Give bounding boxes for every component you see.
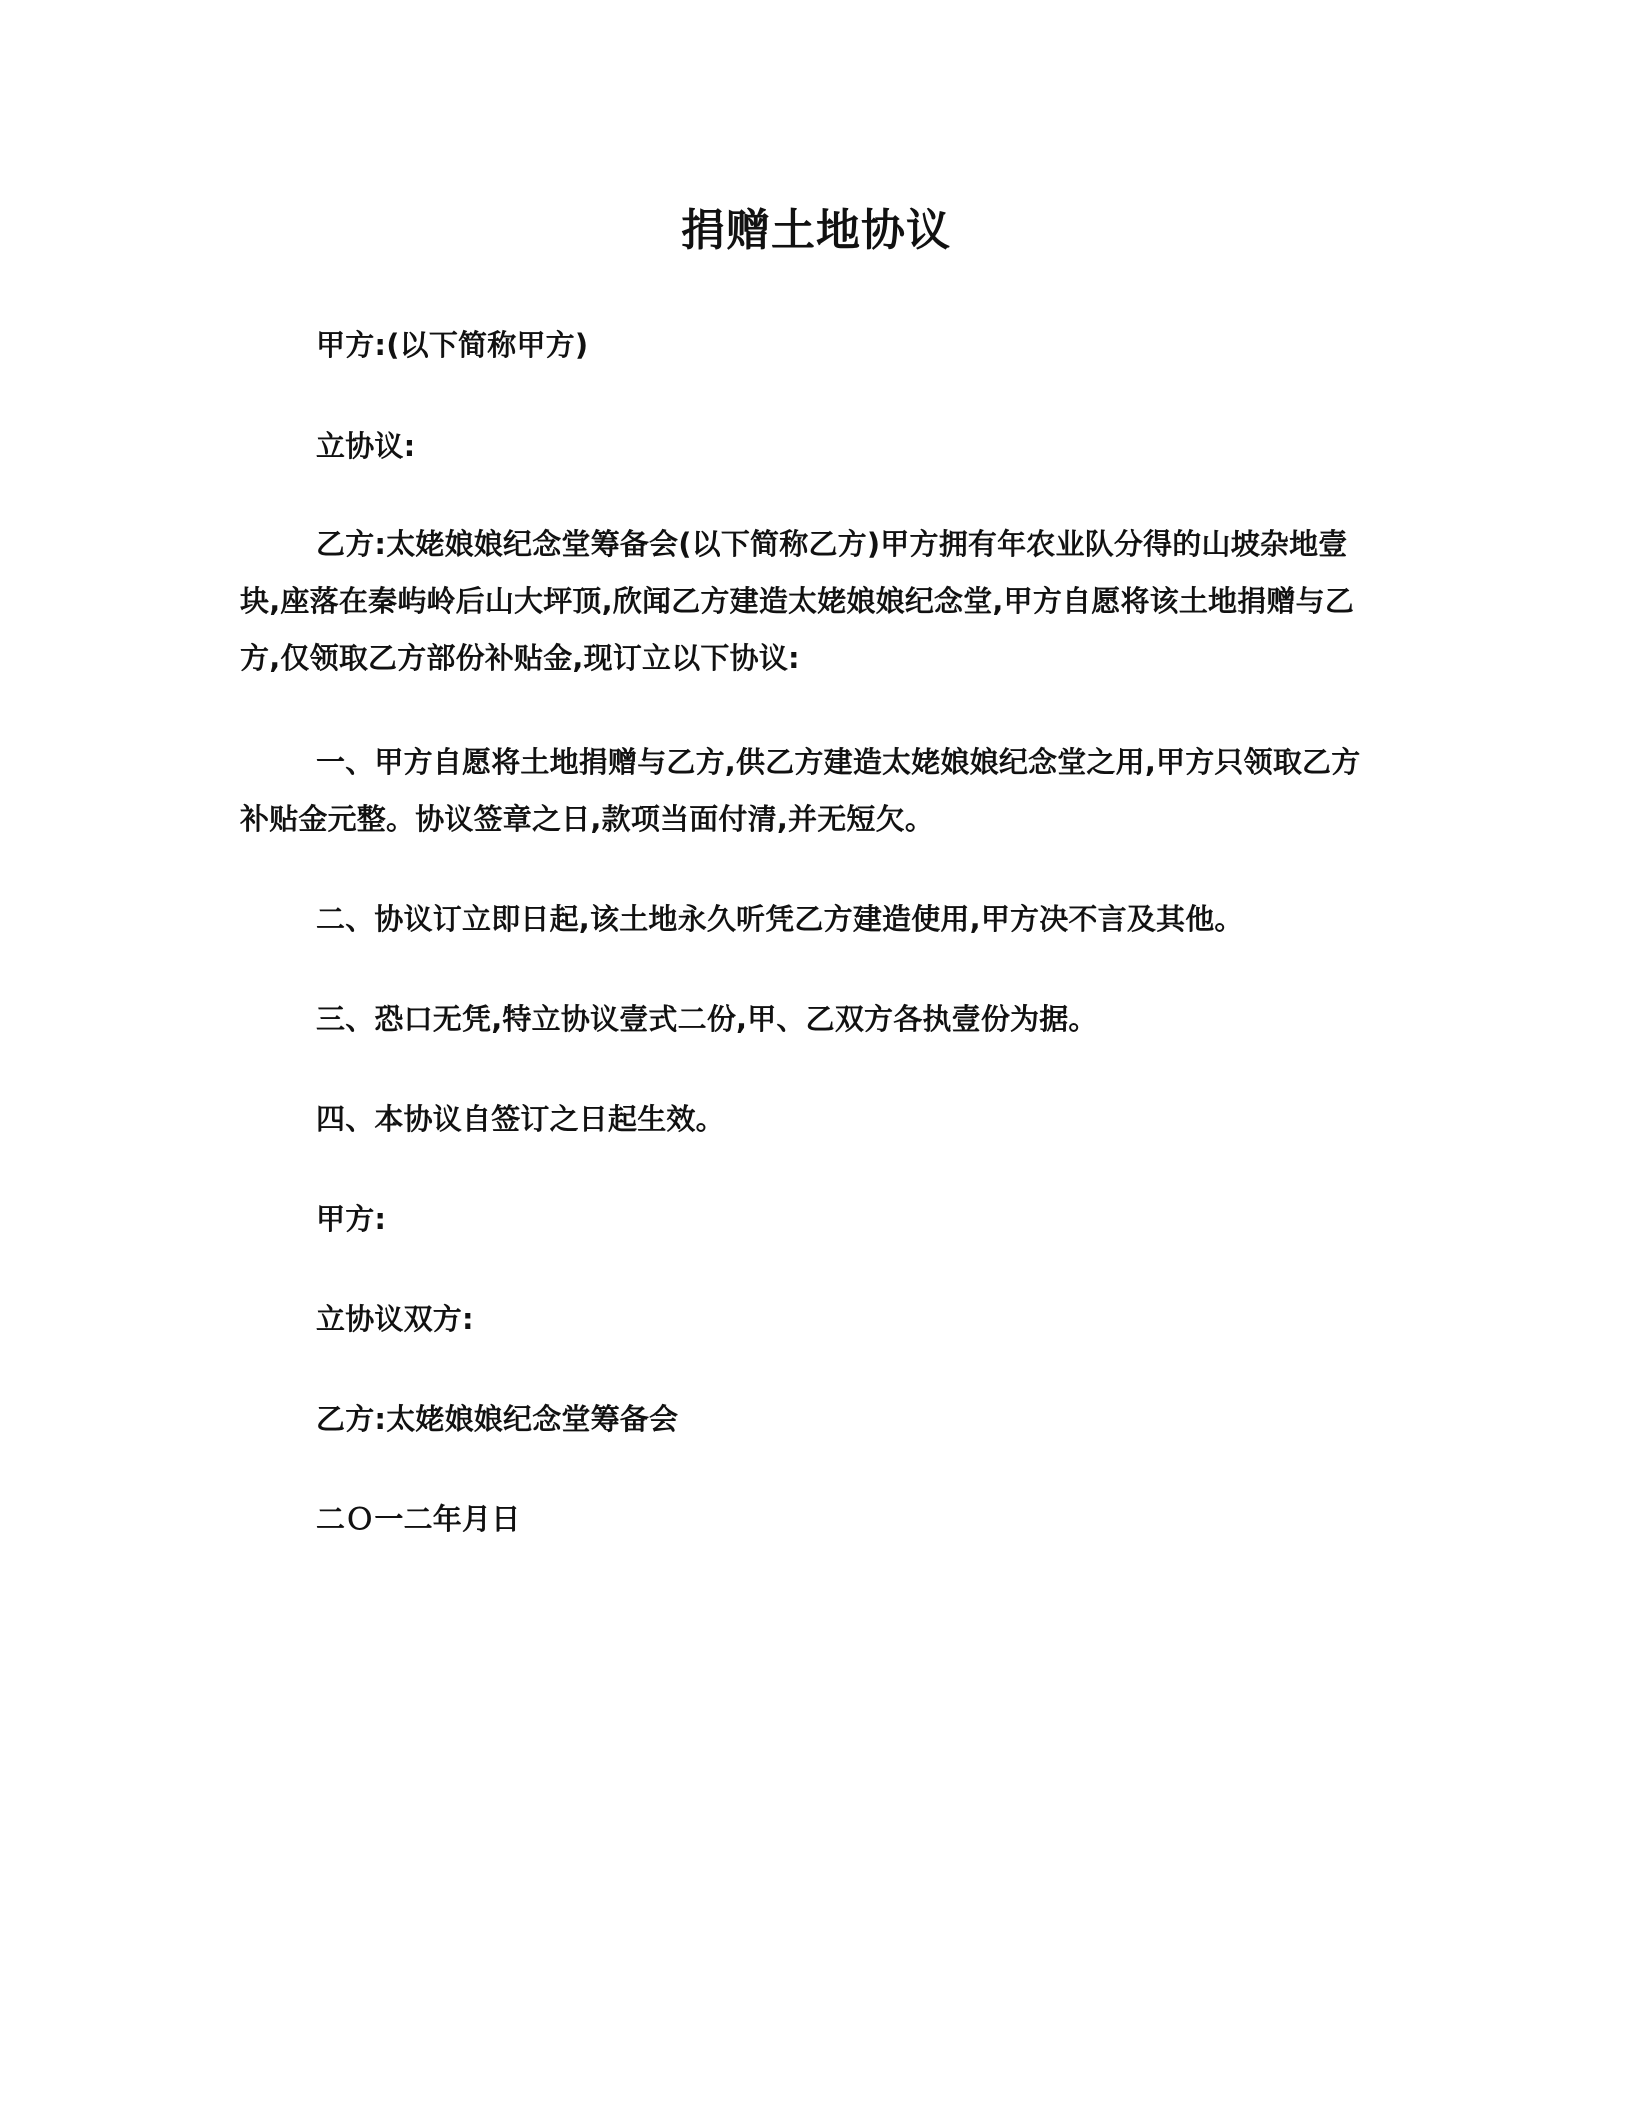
document-title: 捐赠土地协议: [681, 205, 951, 256]
clause-2: 二、协议订立即日起,该土地永久听凭乙方建造使用,甲方决不言及其他。: [316, 902, 1244, 936]
agreement-heading: 立协议:: [316, 429, 416, 463]
signature-both-parties: 立协议双方:: [316, 1302, 474, 1336]
preamble-paragraph: 乙方:太姥娘娘纪念堂筹备会(以下简称乙方)甲方拥有年农业队分得的山坡杂地壹块,座落在秦屿岭后山大坪顶,欣闻乙方建造太姥娘娘纪念堂,甲方自愿将该土地捐赠与乙方,仅领取乙方部份补贴金,现订立以下协议:: [240, 527, 1355, 675]
signature-party-a: 甲方:: [316, 1202, 387, 1236]
party-a-line: 甲方:(以下简称甲方): [316, 328, 589, 362]
clause-1: 一、甲方自愿将土地捐赠与乙方,供乙方建造太姥娘娘纪念堂之用,甲方只领取乙方补贴金元整。协议签章之日,款项当面付清,并无短欠。: [240, 745, 1361, 836]
clause-3: 三、恐口无凭,特立协议壹式二份,甲、乙双方各执壹份为据。: [316, 1002, 1098, 1036]
clause-4: 四、本协议自签订之日起生效。: [316, 1102, 725, 1136]
signature-date: 二Ｏ一二年月日: [316, 1502, 521, 1536]
signature-party-b: 乙方:太姥娘娘纪念堂筹备会: [316, 1402, 679, 1436]
